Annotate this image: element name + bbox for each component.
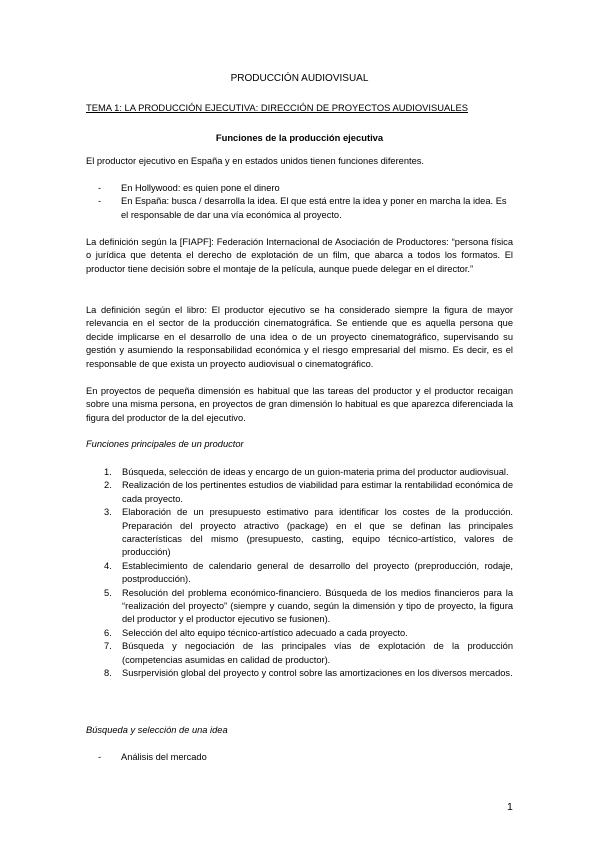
number-marker: 6. — [104, 627, 112, 638]
list-item-text: Realización de los pertinentes estudios de viabilidad para estimar la rentabilidad económica de cada proyecto. — [122, 480, 513, 504]
list-item — [104, 640, 513, 667]
list-item — [104, 560, 513, 587]
book-definition-paragraph: La definición según el libro: El productor ejecutivo se ha considerado siempre la figura de mayor relevancia en el sector de la producción cinematográfica. Se entiende que es aquella persona que decide implicarse en el desarrollo de una idea o de un proyecto cinematográfico, supervisando su gestión y asumiendo la responsabilidad económica y el riesgo empresarial del mismo. Es decir, es el responsable de que exista un proyecto audiovisual o cinematográfico. — [86, 305, 513, 369]
functions-subheading: Funciones principales de un productor — [86, 439, 244, 449]
list-item — [104, 506, 513, 560]
dash-marker: - — [98, 183, 102, 193]
functions-list — [104, 466, 513, 681]
number-marker: 2. — [104, 480, 112, 491]
list-item — [98, 182, 513, 195]
list-item — [104, 627, 513, 640]
countries-list — [98, 182, 513, 222]
page-number: 1 — [507, 801, 513, 813]
list-item — [104, 466, 513, 479]
document-title: PRODUCCIÓN AUDIOVISUAL — [230, 73, 369, 84]
number-marker: 1. — [104, 467, 112, 477]
list-item-text: Resolución del problema económico-financiero. Búsqueda de los medios financieros para la “realización del proyecto” (siempre y cuando, según la dimensión y tipo de proyecto, la figura del productor y el productor ejecutivo se fusionen). — [122, 587, 513, 625]
list-item — [98, 195, 513, 222]
topic-heading: TEMA 1: LA PRODUCCIÓN EJECUTIVA: DIRECCIÓN DE PROYECTOS AUDIOVISUALES — [86, 102, 469, 113]
list-item-text: Búsqueda, selección de ideas y encargo de un guion-materia prima del productor audiovisual. — [122, 467, 509, 477]
list-item-text: Análisis del mercado — [121, 752, 207, 762]
number-marker: 5. — [104, 587, 112, 598]
list-item-text: Búsqueda y negociación de las principales vías de explotación de la producción (competencias asumidas en calidad de productor). — [122, 641, 513, 665]
number-marker: 7. — [104, 641, 112, 652]
list-item-text: Elaboración de un presupuesto estimativo para identificar los costes de la producción. Preparación del proyecto atractivo (package) en el que se definan las principales características del mismo (presupuesto, casting, equipo técnico-artístico, valores de producción) — [122, 507, 513, 558]
list-item-text: En España: busca / desarrolla la idea. El que está entre la idea y poner en marcha la idea. Es el responsable de dar una vía económica al proyecto. — [121, 196, 507, 220]
list-item — [98, 751, 513, 764]
list-item — [104, 479, 513, 506]
list-item-text: En Hollywood: es quien pone el dinero — [121, 183, 280, 193]
section-heading: Funciones de la producción ejecutiva — [215, 132, 384, 143]
list-item-text: Selección del alto equipo técnico-artístico adecuado a cada proyecto. — [122, 627, 408, 638]
number-marker: 4. — [104, 560, 112, 571]
number-marker: 8. — [104, 668, 112, 679]
dash-marker: - — [98, 196, 102, 207]
list-item — [104, 667, 513, 680]
list-item-text: Establecimiento de calendario general de desarrollo del proyecto (preproducción, rodaje, postproducción). — [122, 560, 513, 585]
idea-search-subheading: Búsqueda y selección de una idea — [86, 725, 228, 735]
number-marker: 3. — [104, 507, 112, 518]
list-item — [104, 587, 513, 627]
project-size-paragraph: En proyectos de pequeña dimensión es habitual que las tareas del productor y el productor recaigan sobre una misma persona, en proyectos de gran dimensión lo habitual es que aparezca diferenciada la figura del productor de la del ejecutivo. — [86, 386, 513, 423]
fiapf-definition-paragraph: La definición según la [FIAPF]: Federación Internacional de Asociación de Productores: “persona física o jurídica que detenta el derecho de explotación de un film, que abarca a todos los formatos. El productor tiene decisión sobre el montaje de la película, aunque puede delegar en el director.” — [86, 237, 513, 274]
idea-search-list — [98, 751, 513, 764]
intro-paragraph: El productor ejecutivo en España y en estados unidos tienen funciones diferentes. — [86, 156, 425, 166]
list-item-text: Susrpervisión global del proyecto y control sobre las amortizaciones en los diversos mercados. — [122, 668, 513, 679]
dash-marker: - — [98, 752, 102, 762]
